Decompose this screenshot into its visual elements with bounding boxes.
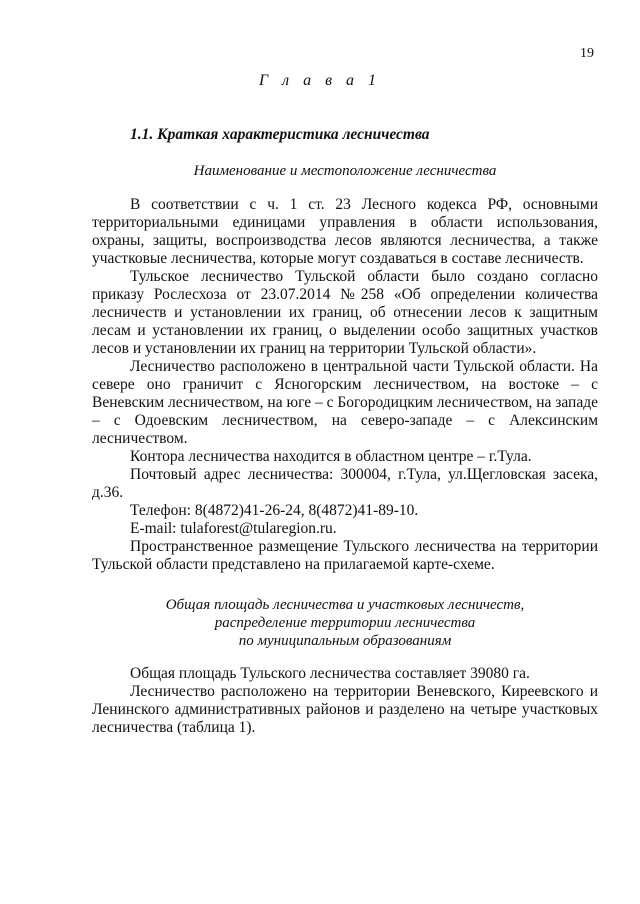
section-subtitle-2 (92, 596, 598, 650)
page-number: 19 (580, 46, 594, 61)
paragraph: Контора лесничества находится в областном центре – г.Тула. (130, 448, 532, 465)
chapter-heading: Г л а в а 1 (258, 72, 382, 89)
paragraph: Лесничество расположено в центральной части Тульской области. На севере оно граничит с Ясногорским лесничеством, на востоке – с Веневским лесничеством, на юге – с Богородицким лесничеством, на западе – с Одоевским лесничеством, на северо-западе – с Алексинским лесничеством. (92, 358, 598, 447)
paragraph: Пространственное размещение Тульского лесничества на территории Тульской области представлено на прилагаемой карте-схеме. (92, 538, 598, 573)
subtitle-line: Общая площадь лесничества и участковых лесничеств, (165, 597, 525, 613)
paragraph: В соответствии с ч. 1 ст. 23 Лесного кодекса РФ, основными территориальными единицами управления в области использования, охраны, защиты, воспроизводства лесов являются лесничества, а также участковые лесничества, которые могут создаваться в составе лесничеств. (92, 196, 598, 267)
body-text-block (92, 196, 598, 574)
section-subtitle: Наименование и местоположение лесничества (193, 163, 497, 179)
paragraph: E-mail: tulaforest@tularegion.ru. (130, 520, 337, 537)
section-title: 1.1. Краткая характеристика лесничества (130, 126, 430, 143)
paragraph: Почтовый адрес лесничества: 300004, г.Тула, ул.Щегловская засека, д.36. (92, 466, 598, 501)
paragraph: Общая площадь Тульского лесничества составляет 39080 га. (130, 665, 530, 682)
subtitle-line: по муниципальным образованиям (238, 633, 452, 649)
body-text-block-2 (92, 665, 598, 737)
paragraph: Тульское лесничество Тульской области было создано согласно приказу Рослесхоза от 23.07.2014 №258 «Об определении количества лесничеств и установлении их границ, об отнесении лесов к защитным лесам и установлении их границ, о выделении особо защитных участков лесов и установлении их границ на территории Тульской области». (92, 268, 598, 357)
paragraph: Лесничество расположено на территории Веневского, Киреевского и Ленинского административных районов и разделено на четыре участковых лесничества (таблица 1). (92, 683, 598, 736)
subtitle-line: распределение территории лесничества (214, 615, 476, 631)
paragraph: Телефон: 8(4872)41-26-24, 8(4872)41-89-10. (130, 502, 419, 519)
